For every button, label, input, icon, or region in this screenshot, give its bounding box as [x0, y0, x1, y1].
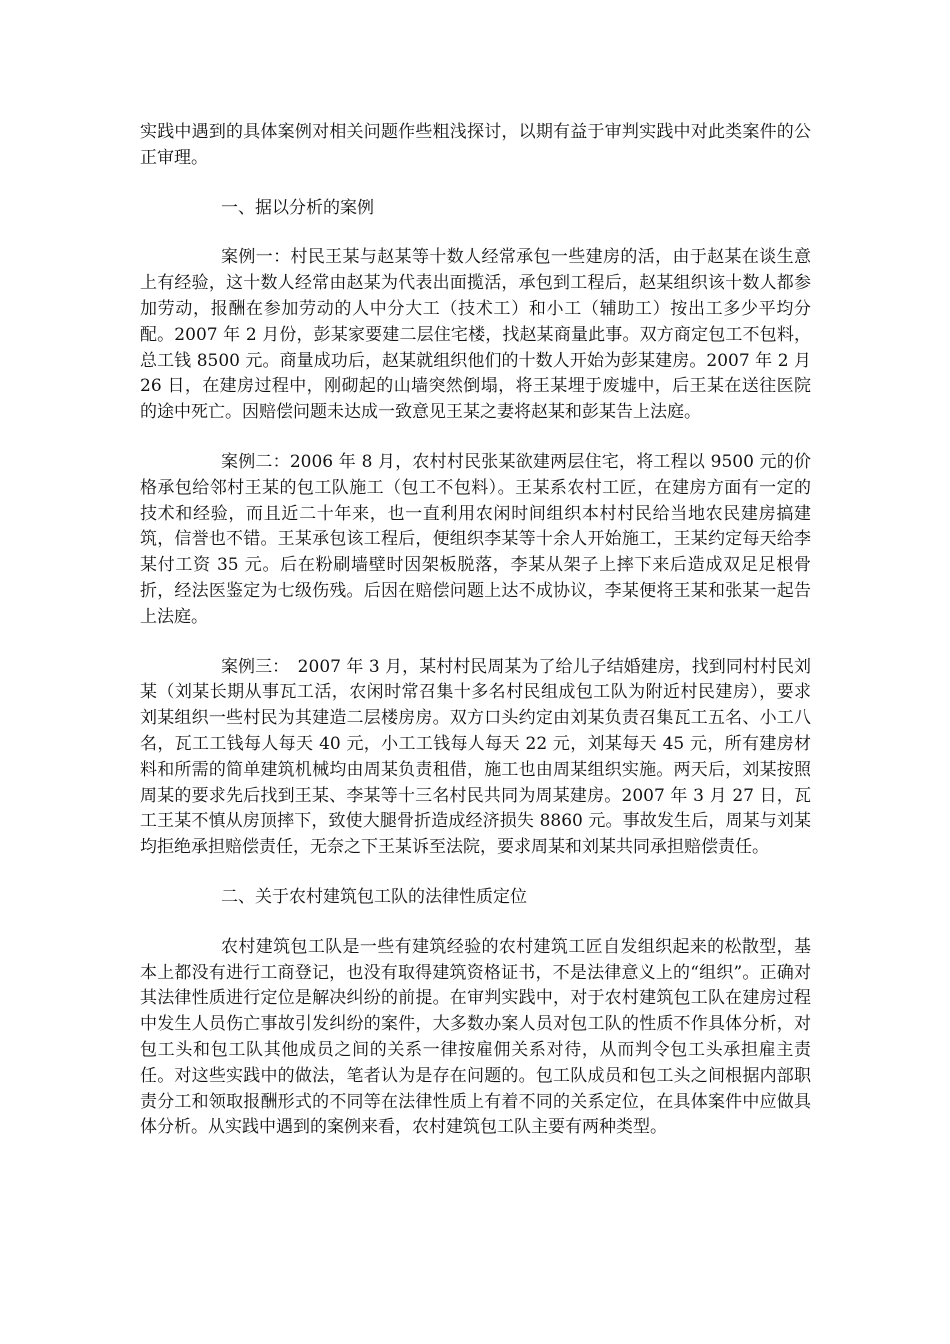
document-body	[140, 120, 811, 1165]
intro-continuation-paragraph: 实践中遇到的具体案例对相关问题作些粗浅探讨，以期有益于审判实践中对此类案件的公正审理。	[140, 122, 811, 168]
section-2-heading: 二、关于农村建筑包工队的法律性质定位	[221, 886, 527, 907]
case-2-paragraph: 案例二：2006 年 8 月，农村村民张某欲建两层住宅，将工程以 9500 元的价格承包给邻村王某的包工队施工（包工不包料）。王某系农村工匠，在建房方面有一定的技术和经验，而且近二十年来，也一直利用农闲时间组织本村村民给当地农民建房搞建筑，信誉也不错。王某承包该工程后，便组织李某等十余人开始施工，王某约定每天给李某付工资 35 元。后在粉刷墙壁时因架板脱落，李某从架子上摔下来后造成双足足根骨折，经法医鉴定为七级伤残。后因在赔偿问题上达不成协议，李某便将王某和张某一起告上法庭。	[140, 451, 811, 627]
case-1-paragraph: 案例一：村民王某与赵某等十数人经常承包一些建房的活，由于赵某在谈生意上有经验，这十数人经常由赵某为代表出面揽活，承包到工程后，赵某组织该十数人都参加劳动，报酬在参加劳动的人中分大工（技术工）和小工（辅助工）按出工多少平均分配。2007 年 2 月份，彭某家要建二层住宅楼，找赵某商量此事。双方商定包工不包料，总工钱 8500 元。商量成功后，赵某就组织他们的十数人开始为彭某建房。2007 年 2 月 26 日，在建房过程中，刚砌起的山墙突然倒塌，将王某埋于废墟中，后王某在送往医院的途中死亡。因赔偿问题未达成一致意见王某之妻将赵某和彭某告上法庭。	[140, 247, 811, 423]
section-1-heading: 一、据以分析的案例	[221, 197, 374, 218]
case-3-paragraph: 案例三： 2007 年 3 月，某村村民周某为了给儿子结婚建房，找到同村村民刘某（刘某长期从事瓦工活，农闲时常召集十多名村民组成包工队为附近村民建房），要求刘某组织一些村民为其建造二层楼房房。双方口头约定由刘某负责召集瓦工五名、小工八名，瓦工工钱每人每天 40 元，小工工钱每人每天 22 元，刘某每天 45 元，所有建房材料和所需的简单建筑机械均由周某负责租借，施工也由周某组织实施。两天后，刘某按照周某的要求先后找到王某、李某等十三名村民共同为周某建房。2007 年 3 月 27 日，瓦工王某不慎从房顶摔下，致使大腿骨折造成经济损失 8860 元。事故发生后，周某与刘某均拒绝承担赔偿责任，无奈之下王某诉至法院，要求周某和刘某共同承担赔偿责任。	[140, 656, 811, 858]
section-2-body-paragraph: 农村建筑包工队是一些有建筑经验的农村建筑工匠自发组织起来的松散型，基本上都没有进行工商登记，也没有取得建筑资格证书，不是法律意义上的“组织”。正确对其法律性质进行定位是解决纠纷的前提。在审判实践中，对于农村建筑包工队在建房过程中发生人员伤亡事故引发纠纷的案件，大多数办案人员对包工队的性质不作具体分析，对包工头和包工队其他成员之间的关系一律按雇佣关系对待，从而判令包工头承担雇主责任。对这些实践中的做法，笔者认为是存在问题的。包工队成员和包工头之间根据内部职责分工和领取报酬形式的不同等在法律性质上有着不同的关系定位，在具体案件中应做具体分析。从实践中遇到的案例来看，农村建筑包工队主要有两种类型。	[140, 936, 811, 1138]
